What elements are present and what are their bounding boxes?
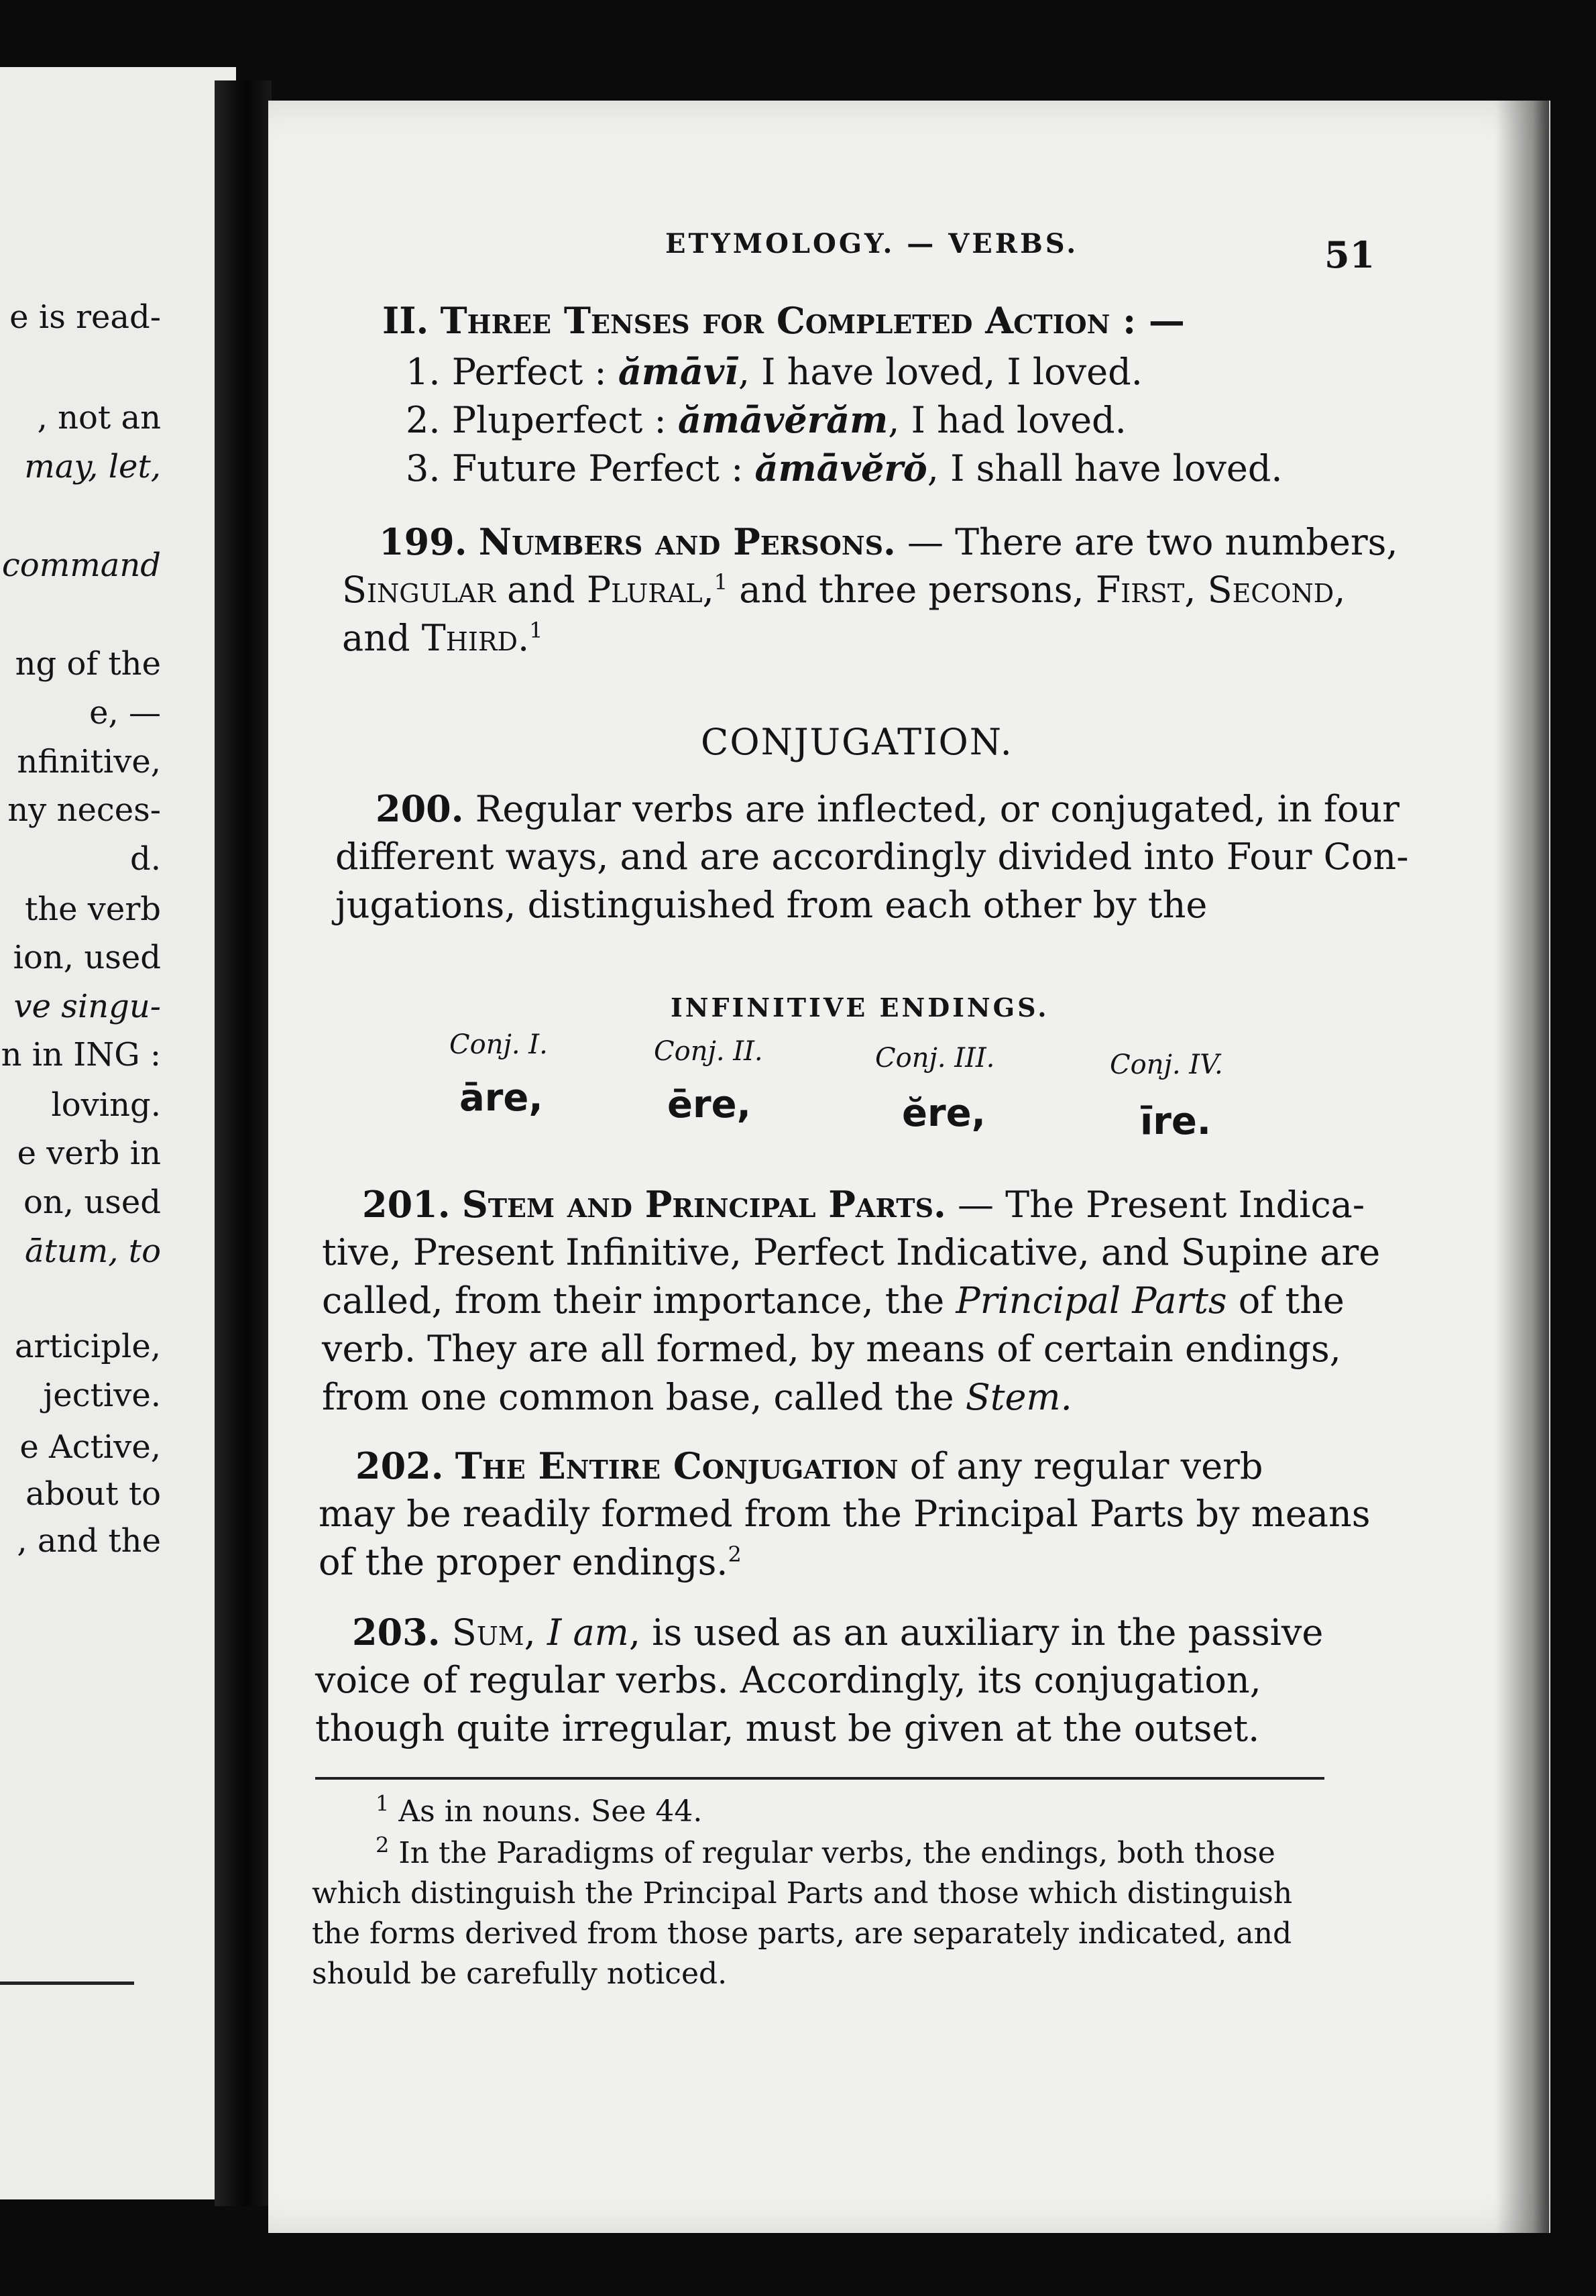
footnote-rule — [315, 1777, 1324, 1780]
footnote-2-line4: should be carefully noticed. — [312, 1957, 728, 1991]
facing-line: n in ING : — [1, 1036, 161, 1074]
conj-label: Conj. I. — [449, 1029, 548, 1060]
section-202-line3: of the proper endings.$^2$ — [319, 1541, 742, 1583]
facing-line: , and the — [17, 1522, 161, 1560]
conj-ending: āre, — [459, 1076, 543, 1120]
section-203-line3: though quite irregular, must be given at the outset. — [315, 1707, 1260, 1749]
facing-line: e is read- — [9, 298, 161, 336]
section-200-line3: jugations, distinguished from each other by the — [335, 884, 1208, 926]
facing-line: ion, used — [13, 939, 161, 976]
conjugation-heading: CONJUGATION. — [701, 721, 1013, 763]
book-gutter — [215, 80, 272, 2206]
facing-line: command — [1, 547, 161, 584]
infinitive-endings-heading: INFINITIVE ENDINGS. — [671, 992, 1049, 1023]
tense-item: 1. Perfect : ămāvī, I have loved, I loved. — [406, 350, 1143, 393]
facing-line: ve singu- — [13, 988, 161, 1025]
section-199-line3: and Third.$^1$ — [342, 617, 543, 659]
facing-footnote-rule — [0, 1982, 134, 1985]
facing-line: jective. — [43, 1377, 161, 1414]
facing-line: ātum, to — [24, 1232, 161, 1270]
section-201-line3: called, from their importance, the Principal Parts of the — [322, 1279, 1345, 1322]
facing-line: e verb in — [17, 1135, 161, 1172]
facing-page — [0, 67, 236, 2199]
conj-label: Conj. IV. — [1110, 1049, 1223, 1080]
facing-line: d. — [130, 840, 161, 878]
footnote-1: $^1$ As in nouns. See 44. — [376, 1790, 703, 1829]
section-199-line1: 199. Numbers and Persons. — There are two numbers, — [379, 520, 1398, 563]
facing-line: on, used — [23, 1184, 161, 1221]
facing-line: about to — [25, 1475, 161, 1513]
facing-line: loving. — [51, 1086, 161, 1124]
section-203-line2: voice of regular verbs. Accordingly, its conjugation, — [315, 1659, 1261, 1701]
facing-line: articiple, — [14, 1328, 161, 1365]
facing-line: may, let, — [24, 448, 161, 485]
footnote-2-line3: the forms derived from those parts, are separately indicated, and — [312, 1916, 1292, 1951]
tenses-heading: II. Three Tenses for Completed Action : — — [382, 299, 1185, 342]
section-201-line1: 201. Stem and Principal Parts. — The Present Indica- — [362, 1183, 1365, 1226]
facing-line: the verb — [24, 891, 161, 928]
running-head: ETYMOLOGY. — VERBS. — [665, 228, 1079, 260]
facing-line: e, — — [89, 694, 161, 732]
section-201-line2: tive, Present Infinitive, Perfect Indicative, and Supine are — [322, 1231, 1381, 1273]
tense-item: 3. Future Perfect : ămāvĕrŏ, I shall have loved. — [406, 447, 1283, 490]
footnote-2-line1: $^2$ In the Paradigms of regular verbs, the endings, both those — [376, 1832, 1275, 1870]
conj-label: Conj. II. — [654, 1036, 763, 1067]
conj-ending: ēre, — [667, 1083, 751, 1127]
section-201-line5: from one common base, called the Stem. — [322, 1376, 1072, 1418]
section-199-line2: Singular and Plural,$^1$ and three persons, First, Second, — [342, 569, 1346, 611]
tense-item: 2. Pluperfect : ămāvĕrăm, I had loved. — [406, 398, 1127, 441]
facing-line: ny neces- — [7, 791, 161, 829]
footnote-2-line2: which distinguish the Principal Parts and those which distinguish — [312, 1876, 1293, 1910]
facing-line: nfinitive, — [17, 743, 161, 781]
facing-line: ng of the — [15, 645, 161, 683]
facing-line: , not an — [37, 399, 161, 437]
conj-ending: ĕre, — [902, 1092, 986, 1135]
section-202-line2: may be readily formed from the Principal Parts by means — [319, 1493, 1371, 1535]
section-201-line4: verb. They are all formed, by means of certain endings, — [322, 1328, 1341, 1370]
section-200-line1: 200. Regular verbs are inflected, or conjugated, in four — [376, 787, 1400, 830]
section-203-line1: 203. Sum, I am, is used as an auxiliary in the passive — [352, 1611, 1324, 1654]
conj-label: Conj. III. — [875, 1043, 995, 1074]
facing-line: e Active, — [19, 1428, 161, 1466]
section-202-line1: 202. The Entire Conjugation of any regular verb — [355, 1444, 1263, 1487]
page-number: 51 — [1324, 233, 1375, 276]
conj-ending: īre. — [1140, 1100, 1212, 1143]
book-page — [268, 101, 1550, 2233]
section-200-line2: different ways, and are accordingly divided into Four Con- — [335, 836, 1409, 878]
page-edge-shadow — [1495, 101, 1549, 2233]
